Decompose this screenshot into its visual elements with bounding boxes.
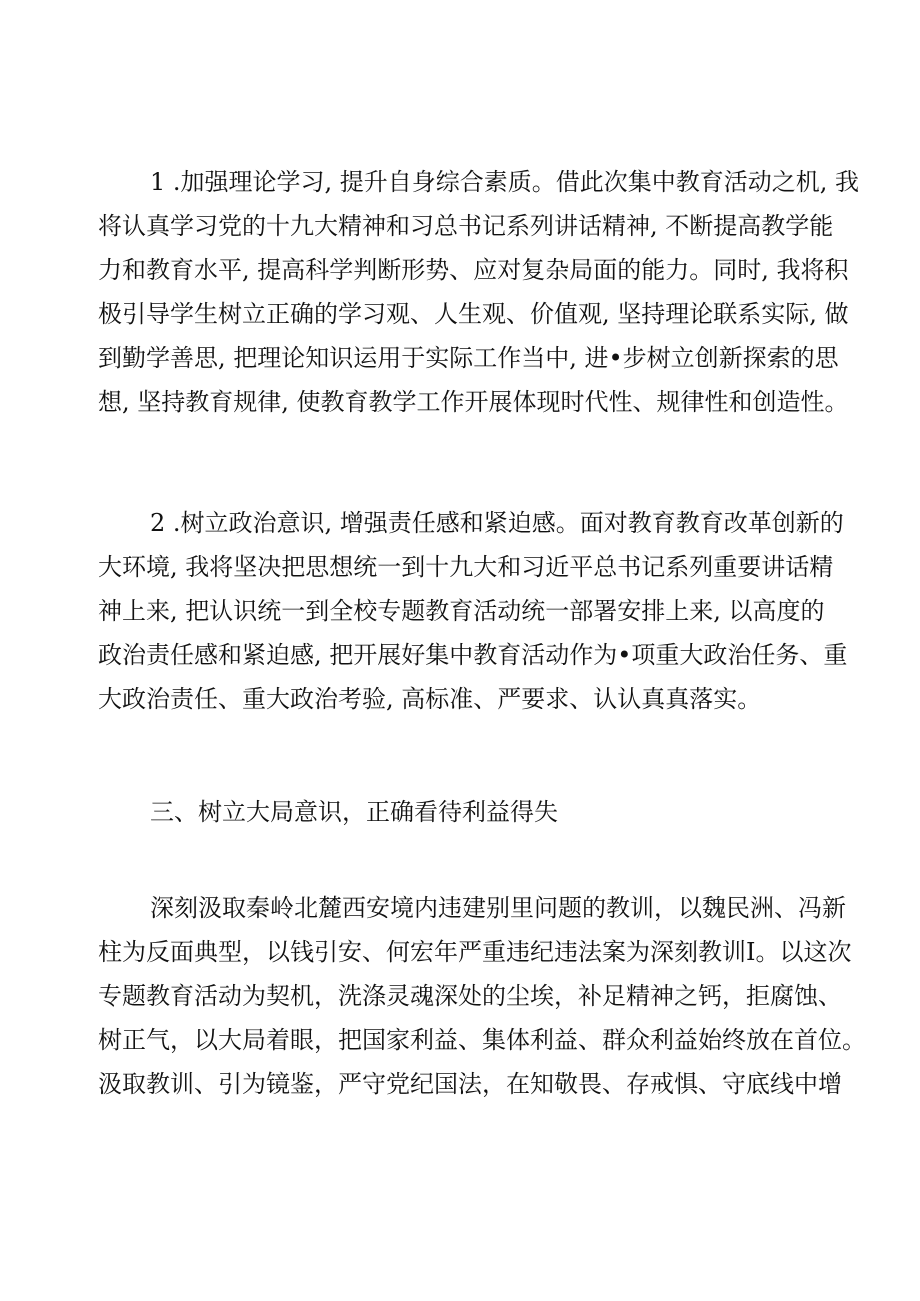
paragraph-line: 1 .加强理论学习, 提升自身综合素质。借此次集中教育活动之机, 我 (150, 168, 860, 196)
paragraph-line: 想, 坚持教育规律, 使教育教学工作开展体现时代性、规律性和创造性。 (98, 388, 849, 416)
paragraph-line: 大政治责任、重大政治考验, 高标准、严要求、认认真真落实。 (98, 685, 762, 713)
paragraph-line: 神上来, 把认识统一到全校专题教育活动统一部署安排上来, 以高度的 (98, 597, 825, 625)
paragraph-line: 大环境, 我将坚决把思想统一到十九大和习近平总书记系列重要讲话精 (98, 553, 834, 581)
paragraph-3 (98, 886, 866, 1106)
paragraph-line: 到勤学善思, 把理论知识运用于实际工作当中, 进•步树立创新探索的思 (98, 344, 839, 372)
paragraph-2 (98, 501, 848, 721)
paragraph-line: 力和教育水平, 提高科学判断形势、应对复杂局面的能力。同时, 我将积 (98, 256, 849, 284)
paragraph-line: 柱为反面典型，以钱引安、何宏年严重违纪违法案为深刻教训I。以这次 (98, 938, 852, 966)
paragraph-line: 汲取教训、引为镜鉴，严守党纪国法，在知敬畏、存戒惧、守底线中增 (98, 1070, 842, 1098)
paragraph-line: 将认真学习党的十九大精神和习总书记系列讲话精神, 不断提高教学能 (98, 212, 834, 240)
paragraph-line: 专题教育活动为契机，洗涤灵魂深处的尘埃，补足精神之钙，拒腐蚀、 (98, 982, 842, 1010)
paragraph-line: 政治责任感和紧迫感, 把开展好集中教育活动作为•项重大政治任务、重 (98, 641, 848, 669)
paragraph-line: 树正气，以大局着眼，把国家利益、集体利益、群众利益始终放在首位。 (98, 1026, 866, 1054)
paragraph-line: 深刻汲取秦岭北麓西安境内违建别里问题的教训，以魏民洲、冯新 (150, 894, 846, 922)
paragraph-line: 2 .树立政治意识, 增强责任感和紧迫感。面对教育教育改革创新的 (150, 509, 844, 537)
paragraph-1 (98, 160, 860, 424)
paragraph-line: 极引导学生树立正确的学习观、人生观、价值观, 坚持理论联系实际, 做 (98, 300, 849, 328)
section-heading: 三、树立大局意识，正确看待利益得失 (150, 798, 558, 826)
